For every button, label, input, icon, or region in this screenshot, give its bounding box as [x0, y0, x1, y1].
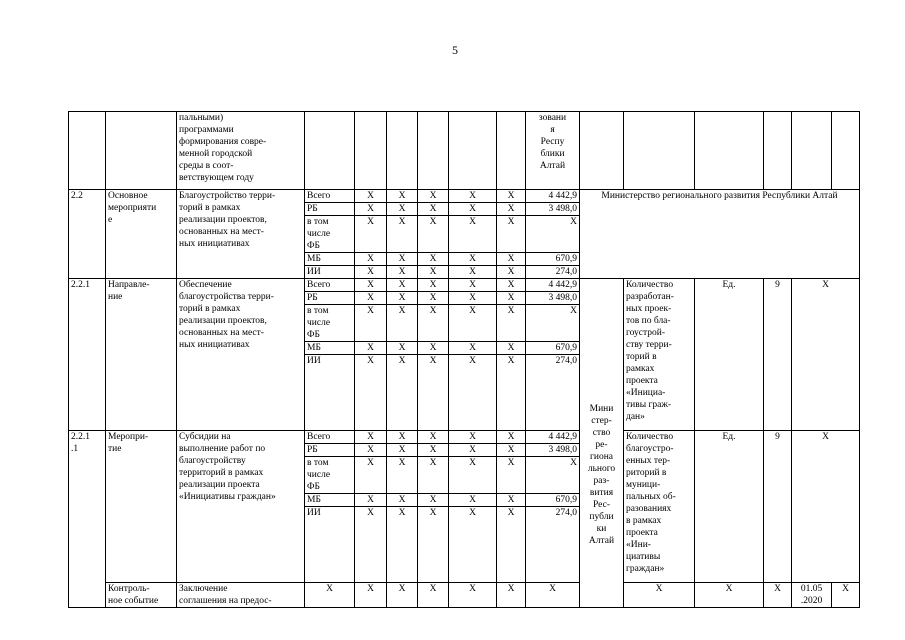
x-mark: Х [449, 431, 497, 444]
table-cell [387, 112, 418, 190]
x-mark: Х [449, 203, 497, 216]
x-mark: Х [449, 355, 497, 431]
x-mark: Х [418, 253, 449, 266]
responsible-ministry: Мини стер- ство ре- гиона льного раз- вития Рес- публи ки Алтай [580, 279, 624, 608]
x-mark: Х [497, 355, 526, 431]
x-mark: Х [387, 431, 418, 444]
x-mark: Х [449, 305, 497, 342]
x-mark: Х [355, 305, 387, 342]
x-mark: Х [497, 507, 526, 583]
funding-source-label: в том числе ФБ [305, 216, 355, 253]
x-mark: Х [497, 342, 526, 355]
funding-total: 4 442,9 [526, 190, 580, 203]
x-mark: Х [449, 190, 497, 203]
funding-total: 3 498,0 [526, 203, 580, 216]
x-mark: Х [418, 342, 449, 355]
x-mark: Х [497, 431, 526, 444]
x-mark: Х [387, 279, 418, 292]
table-cell [449, 112, 497, 190]
table-cell [305, 112, 355, 190]
x-mark: Х [497, 203, 526, 216]
funding-total: Х [526, 457, 580, 494]
x-mark: Х [387, 292, 418, 305]
x-mark: Х [387, 253, 418, 266]
x-mark: Х [418, 216, 449, 253]
funding-total: Х [526, 305, 580, 342]
x-mark: Х [497, 457, 526, 494]
x-mark: Х [497, 253, 526, 266]
x-mark: Х [418, 190, 449, 203]
indicator-value: 9 [764, 431, 792, 583]
x-mark: Х [355, 457, 387, 494]
x-mark: Х [418, 305, 449, 342]
funding-total: 4 442,9 [526, 431, 580, 444]
program-plan-table [68, 111, 860, 608]
funding-source-label: МБ [305, 494, 355, 507]
x-mark: Х [305, 583, 355, 608]
x-mark: Х [355, 216, 387, 253]
x-mark: Х [355, 292, 387, 305]
indicator-unit: Ед. [695, 279, 764, 431]
funding-source-label: РБ [305, 292, 355, 305]
x-mark: Х [449, 253, 497, 266]
x-mark: Х [355, 253, 387, 266]
x-mark: Х [449, 292, 497, 305]
funding-source-label: Всего [305, 190, 355, 203]
x-mark: Х [387, 190, 418, 203]
table-row-2-2-1 [69, 279, 860, 292]
item-type: Контроль- ное событие [106, 583, 177, 608]
table-row-continued [69, 112, 860, 190]
x-mark: Х [387, 305, 418, 342]
x-mark: Х [792, 431, 860, 583]
x-mark: Х [832, 583, 860, 608]
x-mark: Х [497, 305, 526, 342]
funding-source-label: ИИ [305, 266, 355, 279]
funding-source-label: ИИ [305, 507, 355, 583]
funding-total: 274,0 [526, 355, 580, 431]
x-mark: Х [387, 494, 418, 507]
x-mark: Х [418, 583, 449, 608]
indicator-name: Количество разработан- ных проек- тов по бла- гоустрой- ству терри- торий в рамках проекта «Инициа- тивы граж- дан» [624, 279, 695, 431]
x-mark: Х [387, 203, 418, 216]
funding-source-label: МБ [305, 253, 355, 266]
x-mark: Х [355, 266, 387, 279]
x-mark: Х [355, 431, 387, 444]
x-mark: Х [418, 279, 449, 292]
control-date: 01.05 .2020 [792, 583, 832, 608]
funding-source-label: Всего [305, 431, 355, 444]
item-type: Основное мероприяти е [106, 190, 177, 279]
x-mark: Х [497, 292, 526, 305]
activity-name: Субсидии на выполнение работ по благоустройству территорий в рамках реализации проекта «Инициативы граждан» [177, 431, 305, 583]
x-mark: Х [387, 583, 418, 608]
item-type: Направле- ние [106, 279, 177, 431]
activity-name: Благоустройство терри- торий в рамках реализации проектов, основанных на мест- ных инициативах [177, 190, 305, 279]
x-mark: Х [624, 583, 695, 608]
x-mark: Х [418, 494, 449, 507]
table-cell [695, 112, 764, 190]
x-mark: Х [449, 583, 497, 608]
x-mark: Х [418, 266, 449, 279]
funding-source-label: РБ [305, 444, 355, 457]
x-mark: Х [449, 494, 497, 507]
table-cell [624, 112, 695, 190]
table-cell [792, 112, 832, 190]
x-mark: Х [497, 494, 526, 507]
x-mark: Х [449, 444, 497, 457]
activity-name: Заключение соглашения на предос- [177, 583, 305, 608]
x-mark: Х [497, 216, 526, 253]
funding-total: 670,9 [526, 494, 580, 507]
x-mark: Х [449, 457, 497, 494]
funding-source-label: ИИ [305, 355, 355, 431]
x-mark: Х [418, 292, 449, 305]
x-mark: Х [355, 444, 387, 457]
x-mark: Х [418, 457, 449, 494]
x-mark: Х [497, 583, 526, 608]
table-cell [580, 112, 624, 190]
indicator-value: 9 [764, 279, 792, 431]
activity-name: Обеспечение благоустройства терри- торий в рамках реализации проектов, основанных на мест- ных инициативах [177, 279, 305, 431]
activity-name: пальными) программами формирования совре- менной городской среды в соот- ветствующем году [177, 112, 305, 190]
funding-total: 3 498,0 [526, 292, 580, 305]
table-row-control-event [69, 583, 860, 608]
x-mark: Х [387, 266, 418, 279]
funding-total: 274,0 [526, 507, 580, 583]
responsible-ministry: Министерство регионального развития Республики Алтай [580, 190, 860, 279]
table-cell [69, 112, 106, 190]
x-mark: Х [418, 203, 449, 216]
x-mark: Х [387, 216, 418, 253]
funding-total: 670,9 [526, 253, 580, 266]
funding-source-label: в том числе ФБ [305, 457, 355, 494]
table-row-2-2-1-1 [69, 431, 860, 444]
x-mark: Х [695, 583, 764, 608]
x-mark: Х [387, 507, 418, 583]
table-cell [355, 112, 387, 190]
x-mark: Х [764, 583, 792, 608]
x-mark: Х [355, 583, 387, 608]
indicator-name: Количество благоустро- енных тер- риторий в муници- пальных об- разованиях в рамках проекта «Ини- циативы граждан» [624, 431, 695, 583]
item-number: 2.2 [69, 190, 106, 279]
x-mark: Х [355, 342, 387, 355]
responsible-executor: зовани я Респу блики Алтай [526, 112, 580, 190]
item-number: 2.2.1 [69, 279, 106, 431]
funding-source-label: МБ [305, 342, 355, 355]
table-row-2-2 [69, 190, 860, 203]
funding-total: 3 498,0 [526, 444, 580, 457]
x-mark: Х [355, 494, 387, 507]
funding-total: 274,0 [526, 266, 580, 279]
x-mark: Х [792, 279, 860, 431]
x-mark: Х [497, 266, 526, 279]
funding-source-label: Всего [305, 279, 355, 292]
x-mark: Х [418, 355, 449, 431]
x-mark: Х [418, 444, 449, 457]
x-mark: Х [497, 190, 526, 203]
x-mark: Х [355, 190, 387, 203]
item-type: Меропри- тие [106, 431, 177, 583]
funding-total: 4 442,9 [526, 279, 580, 292]
x-mark: Х [449, 342, 497, 355]
funding-source-label: в том числе ФБ [305, 305, 355, 342]
indicator-unit: Ед. [695, 431, 764, 583]
x-mark: Х [387, 444, 418, 457]
x-mark: Х [497, 279, 526, 292]
table-cell [764, 112, 792, 190]
funding-total: 670,9 [526, 342, 580, 355]
x-mark: Х [449, 279, 497, 292]
x-mark: Х [418, 507, 449, 583]
funding-total: Х [526, 216, 580, 253]
x-mark: Х [387, 355, 418, 431]
x-mark: Х [497, 444, 526, 457]
x-mark: Х [449, 216, 497, 253]
x-mark: Х [526, 583, 580, 608]
item-number: 2.2.1 .1 [69, 431, 106, 608]
x-mark: Х [449, 507, 497, 583]
x-mark: Х [355, 507, 387, 583]
x-mark: Х [418, 431, 449, 444]
table-cell [418, 112, 449, 190]
x-mark: Х [387, 457, 418, 494]
page-number: 5 [452, 43, 458, 57]
table-cell [106, 112, 177, 190]
funding-source-label: РБ [305, 203, 355, 216]
x-mark: Х [387, 342, 418, 355]
table-cell [832, 112, 860, 190]
x-mark: Х [355, 203, 387, 216]
x-mark: Х [355, 355, 387, 431]
table-cell [497, 112, 526, 190]
x-mark: Х [449, 266, 497, 279]
x-mark: Х [355, 279, 387, 292]
